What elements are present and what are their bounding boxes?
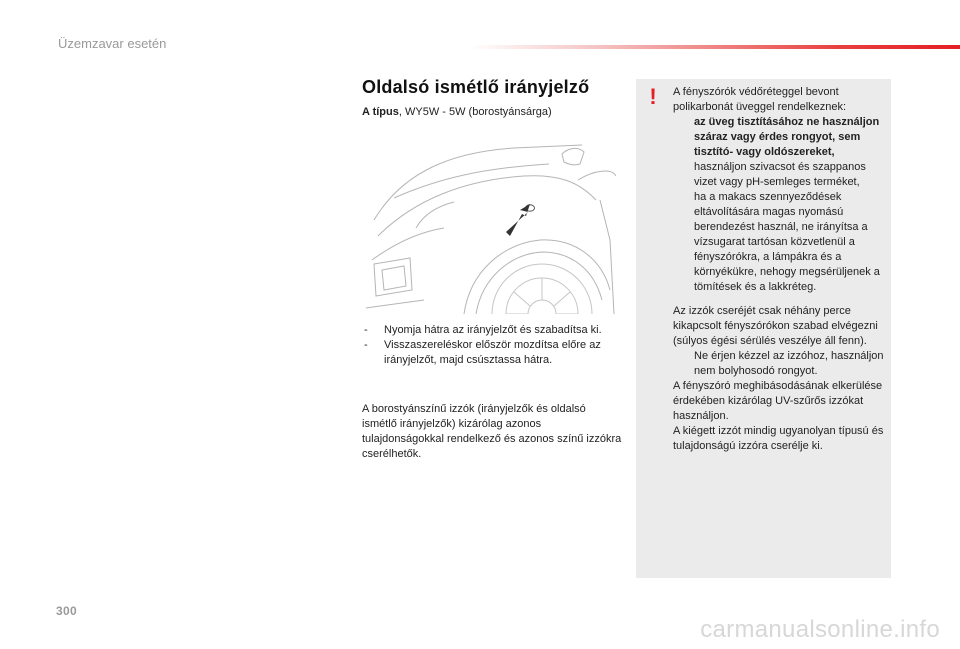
- page-number: 300: [56, 604, 77, 618]
- warning-text: [673, 85, 887, 454]
- site-watermark: carmanualsonline.info: [700, 616, 940, 643]
- warning-paragraph: A fényszóró meghibásodásának elkerülése érdekében kizárólag UV-szűrős izzókat használjon.: [673, 380, 883, 422]
- bulb-type-line: [362, 106, 552, 118]
- step-item: [362, 338, 617, 368]
- page-heading: Oldalsó ismétlő irányjelző: [362, 77, 590, 97]
- warning-paragraph: Az izzók cseréjét csak néhány perce kikapcsolt fényszórókon szabad elvégezni (súlyos égési sérülés veszélye áll fenn).: [673, 305, 878, 347]
- warning-list-item: [673, 349, 887, 379]
- warning-item-text: az üveg tisztításához ne használjon száraz vagy érdes rongyot, sem tisztító- vagy oldószereket,: [694, 116, 880, 158]
- vehicle-side-repeater-illustration: [364, 140, 616, 314]
- warning-paragraph: A kiégett izzót mindig ugyanolyan típusú és tulajdonságú izzóra cserélje ki.: [673, 425, 884, 452]
- warning-exclamation-icon: !: [649, 84, 657, 109]
- section-title: Üzemzavar esetén: [58, 36, 167, 51]
- step-text: Nyomja hátra az irányjelzőt és szabadítsa ki.: [384, 324, 602, 336]
- header-accent-bar: [470, 45, 960, 49]
- warning-list-item: [673, 115, 887, 160]
- step-dash: -: [364, 324, 368, 336]
- warning-item-text: ha a makacs szennyeződések eltávolítására magas nyomású berendezést használ, ne irányítsa a vízsugarat tartósan közvetlenül a fényszórókra, a lámpákra és a környékükre, nehogy megsérüljenek a tömítések és a lakkréteg.: [694, 191, 880, 293]
- step-item: [362, 323, 617, 338]
- bulb-color-note: A borostyánszínű izzók (irányjelzők és oldalsó ismétlő irányjelzők) kizárólag azonos tulajdonságokkal rendelkező és azonos színű izzókra cserélhetők.: [362, 403, 622, 460]
- warning-list-item: [673, 190, 887, 295]
- warning-item-text: használjon szivacsot és szappanos vizet vagy pH-semleges terméket,: [694, 161, 866, 188]
- warning-list-item: [673, 160, 887, 190]
- step-text: Visszaszereléskor először mozdítsa előre az irányjelzőt, majd csúsztassa hátra.: [384, 339, 601, 366]
- warning-intro: A fényszórók védőréteggel bevont polikarbonát üveggel rendelkeznek:: [673, 86, 847, 113]
- step-dash: -: [364, 339, 368, 351]
- bulb-type-label: A típus: [362, 106, 399, 118]
- bulb-type-value: , WY5W - 5W (borostyánsárga): [398, 106, 552, 118]
- steps-list: [362, 323, 617, 368]
- warning-item-text: Ne érjen kézzel az izzóhoz, használjon nem bolyhosodó rongyot.: [694, 350, 884, 377]
- warning-list-1: [673, 115, 887, 295]
- warning-list-2: [673, 349, 887, 379]
